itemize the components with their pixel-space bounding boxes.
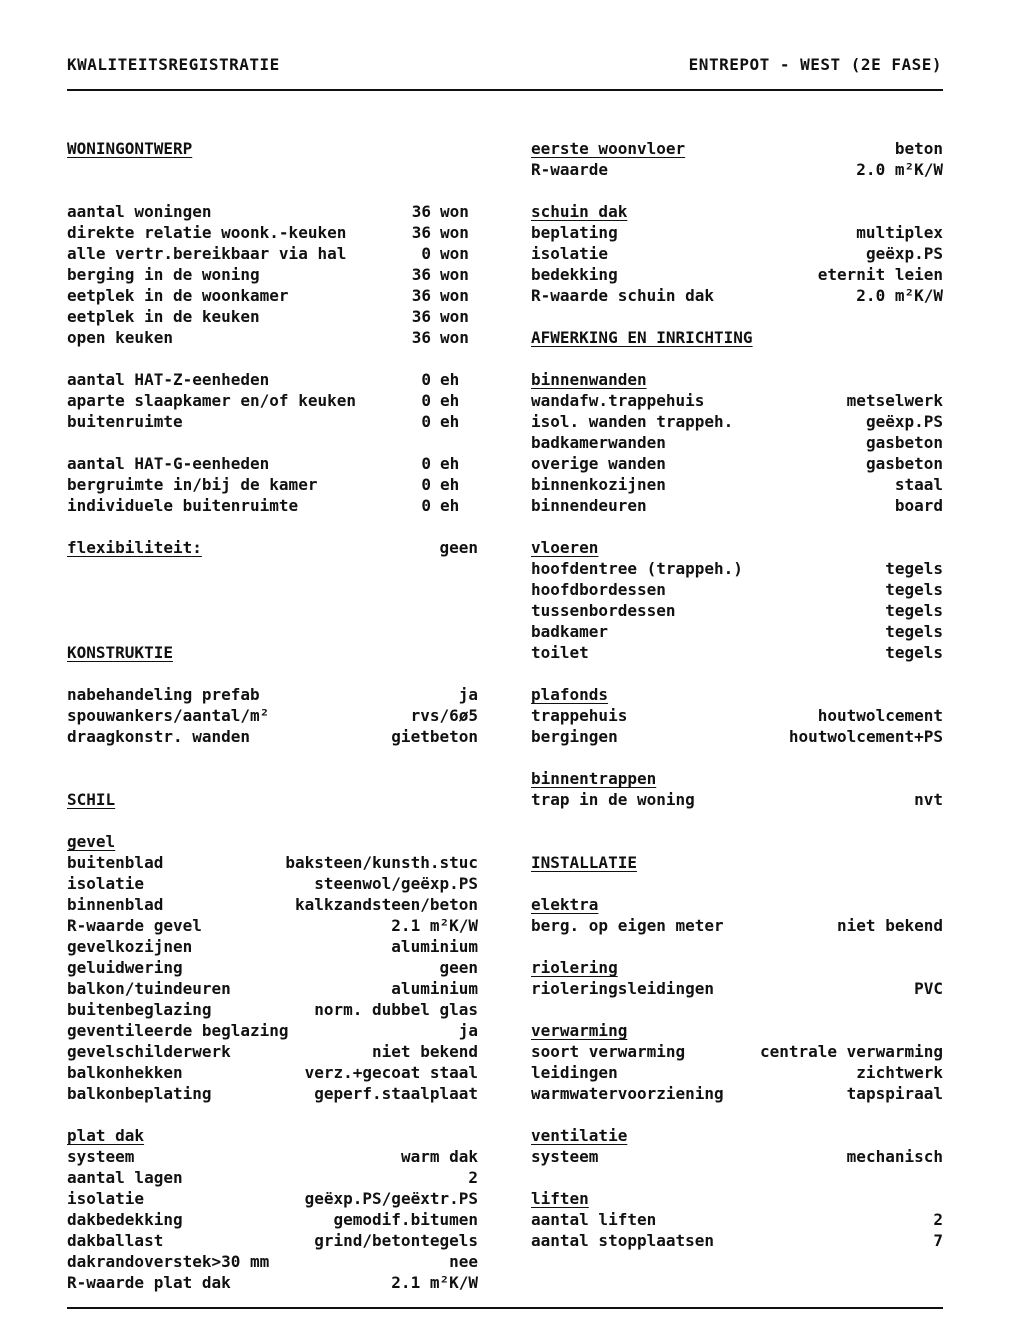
- row-value: ja: [458, 1021, 478, 1040]
- row-value: rvs/6ø5: [410, 706, 478, 725]
- row-label: aantal woningen: [67, 202, 212, 221]
- row-label: binnenkozijnen: [531, 475, 666, 494]
- row-count: 0: [421, 244, 431, 263]
- table-row: [531, 390, 943, 411]
- row-count: 0: [421, 391, 431, 410]
- binnenwanden-list: [531, 390, 943, 516]
- table-row: [531, 915, 943, 936]
- table-row: [67, 369, 478, 390]
- row-value: [409, 222, 478, 243]
- subsection-title-vloeren: vloeren: [531, 538, 599, 557]
- row-label: soort verwarming: [531, 1042, 686, 1061]
- row-unit: eh: [440, 412, 460, 431]
- row-value: 2: [468, 1168, 478, 1187]
- row-value: multiplex: [856, 223, 943, 242]
- row-unit: eh: [440, 496, 460, 515]
- row-value: gemodif.bitumen: [333, 1210, 478, 1229]
- row-unit: won: [440, 286, 469, 305]
- row-value: houtwolcement+PS: [788, 727, 943, 746]
- row-count: 0: [421, 370, 431, 389]
- table-row: [531, 642, 943, 663]
- row-label: aantal HAT-Z-eenheden: [67, 370, 270, 389]
- table-row: [531, 264, 943, 285]
- table-row: [67, 999, 478, 1020]
- table-row: [67, 306, 478, 327]
- row-unit: eh: [440, 475, 460, 494]
- subsection-title-binnenwanden: binnenwanden: [531, 370, 647, 389]
- table-row: [67, 264, 478, 285]
- liften-list: [531, 1209, 943, 1251]
- row-value: 7: [933, 1231, 943, 1250]
- table-row: [67, 1167, 478, 1188]
- header-title-right: ENTREPOT - WEST (2E FASE): [688, 55, 942, 74]
- row-count: 36: [411, 328, 431, 347]
- table-row: [67, 453, 478, 474]
- row-value: tegels: [885, 580, 943, 599]
- row-value: geëxp.PS: [865, 412, 943, 431]
- subsection-title-plafonds: plafonds: [531, 685, 609, 704]
- row-label: R-waarde: [531, 160, 609, 179]
- row-count: 0: [421, 454, 431, 473]
- row-count: 0: [421, 412, 431, 431]
- row-label: dakballast: [67, 1231, 164, 1250]
- row-value: houtwolcement: [817, 706, 943, 725]
- row-value: tegels: [885, 643, 943, 662]
- table-row: [531, 495, 943, 516]
- row-value: niet bekend: [372, 1042, 478, 1061]
- row-value: [409, 306, 478, 327]
- row-value: [409, 390, 478, 411]
- row-label: nabehandeling prefab: [67, 685, 260, 704]
- row-value: [409, 264, 478, 285]
- plafonds-list: [531, 705, 943, 747]
- row-label: isol. wanden trappeh.: [531, 412, 734, 431]
- row-value: [409, 411, 478, 432]
- table-row: [67, 1146, 478, 1167]
- subsection-title-verwarming: verwarming: [531, 1021, 628, 1040]
- table-row: [67, 495, 478, 516]
- row-value: [409, 327, 478, 348]
- row-value: metselwerk: [846, 391, 943, 410]
- row-value: nvt: [914, 790, 943, 809]
- row-label: buitenruimte: [67, 412, 183, 431]
- table-row: [67, 285, 478, 306]
- eerste-woonvloer-list: [531, 159, 943, 180]
- gevel-list: [67, 852, 478, 1104]
- row-value: staal: [894, 475, 943, 494]
- riolering-list: [531, 978, 943, 999]
- row-count: 36: [411, 286, 431, 305]
- table-row: [531, 159, 943, 180]
- table-row: [531, 432, 943, 453]
- row-value: niet bekend: [837, 916, 943, 935]
- row-value: gietbeton: [391, 727, 478, 746]
- row-count: 36: [411, 265, 431, 284]
- row-value: board: [894, 496, 943, 515]
- row-value: norm. dubbel glas: [314, 1000, 478, 1019]
- section-title-woningontwerp: WONINGONTWERP: [67, 139, 193, 158]
- row-label: bedekking: [531, 265, 618, 284]
- table-row: [67, 1020, 478, 1041]
- table-row: [531, 558, 943, 579]
- row-label: systeem: [67, 1147, 135, 1166]
- row-unit: won: [440, 328, 469, 347]
- row-label: rioleringsleidingen: [531, 979, 715, 998]
- row-label: eetplek in de keuken: [67, 307, 260, 326]
- row-value: [409, 243, 478, 264]
- row-label: direkte relatie woonk.-keuken: [67, 223, 347, 242]
- row-value: tegels: [885, 601, 943, 620]
- row-label: spouwankers/aantal/m²: [67, 706, 270, 725]
- table-row: [67, 1041, 478, 1062]
- elektra-list: [531, 915, 943, 936]
- row-label: hoofdentree (trappeh.): [531, 559, 743, 578]
- table-row: [531, 600, 943, 621]
- row-value: nee: [449, 1252, 478, 1271]
- row-label: alle vertr.bereikbaar via hal: [67, 244, 347, 263]
- flexibiliteit-row: [67, 537, 478, 558]
- row-label: aantal lagen: [67, 1168, 183, 1187]
- table-row: [67, 957, 478, 978]
- top-divider: [67, 89, 943, 91]
- row-label: R-waarde plat dak: [67, 1273, 231, 1292]
- subsection-title-binnentrappen: binnentrappen: [531, 769, 657, 788]
- table-row: [531, 1041, 943, 1062]
- row-label: hoofdbordessen: [531, 580, 666, 599]
- row-label: aparte slaapkamer en/of keuken: [67, 391, 356, 410]
- row-value: geen: [439, 958, 478, 977]
- table-row: [67, 915, 478, 936]
- section-title-schil: SCHIL: [67, 790, 116, 809]
- row-unit: eh: [440, 391, 460, 410]
- row-label: dakbedekking: [67, 1210, 183, 1229]
- row-label: leidingen: [531, 1063, 618, 1082]
- row-label: binnendeuren: [531, 496, 647, 515]
- table-row: [531, 453, 943, 474]
- table-row: [67, 243, 478, 264]
- row-unit: won: [440, 265, 469, 284]
- row-value: eternit leien: [817, 265, 943, 284]
- eerste-woonvloer-value: beton: [894, 139, 943, 158]
- table-row: [67, 936, 478, 957]
- row-label: toilet: [531, 643, 589, 662]
- table-row: [67, 411, 478, 432]
- binnentrappen-list: [531, 789, 943, 810]
- vloeren-list: [531, 558, 943, 663]
- row-value: [409, 201, 478, 222]
- row-label: warmwatervoorziening: [531, 1084, 724, 1103]
- hat-z-list: [67, 369, 478, 432]
- row-value: 2.1 m²K/W: [391, 1273, 478, 1292]
- row-value: geperf.staalplaat: [314, 1084, 478, 1103]
- row-label: dakrandoverstek>30 mm: [67, 1252, 270, 1271]
- table-row: [531, 1083, 943, 1104]
- table-row: [531, 243, 943, 264]
- row-label: badkamer: [531, 622, 609, 641]
- row-count: 36: [411, 223, 431, 242]
- row-value: [409, 495, 478, 516]
- row-label: bergruimte in/bij de kamer: [67, 475, 318, 494]
- row-label: isolatie: [531, 244, 609, 263]
- row-value: 2.1 m²K/W: [391, 916, 478, 935]
- row-label: badkamerwanden: [531, 433, 666, 452]
- row-value: zichtwerk: [856, 1063, 943, 1082]
- row-label: aantal stopplaatsen: [531, 1231, 715, 1250]
- row-unit: eh: [440, 370, 460, 389]
- row-count: 0: [421, 475, 431, 494]
- table-row: [67, 1230, 478, 1251]
- left-column: [67, 138, 478, 1293]
- row-value: tapspiraal: [846, 1084, 943, 1103]
- row-value: 2.0 m²K/W: [856, 286, 943, 305]
- table-row: [67, 1209, 478, 1230]
- row-value: tegels: [885, 559, 943, 578]
- hat-g-list: [67, 453, 478, 516]
- row-value: [409, 285, 478, 306]
- table-row: [531, 621, 943, 642]
- subsection-title-liften: liften: [531, 1189, 589, 1208]
- row-label: berging in de woning: [67, 265, 260, 284]
- row-label: R-waarde schuin dak: [531, 286, 715, 305]
- row-value: geëxp.PS/geëxtr.PS: [304, 1189, 478, 1208]
- row-value: steenwol/geëxp.PS: [314, 874, 478, 893]
- row-label: open keuken: [67, 328, 173, 347]
- row-label: isolatie: [67, 874, 145, 893]
- row-label: tussenbordessen: [531, 601, 676, 620]
- table-row: [67, 201, 478, 222]
- row-value: kalkzandsteen/beton: [294, 895, 478, 914]
- row-value: grind/betontegels: [314, 1231, 478, 1250]
- table-row: [531, 705, 943, 726]
- row-count: 36: [411, 307, 431, 326]
- row-label: buitenblad: [67, 853, 164, 872]
- section-title-konstruktie: KONSTRUKTIE: [67, 643, 173, 662]
- table-row: [67, 705, 478, 726]
- table-row: [67, 873, 478, 894]
- row-label: overige wanden: [531, 454, 666, 473]
- row-label: binnenblad: [67, 895, 164, 914]
- table-row: [531, 726, 943, 747]
- table-row: [67, 1062, 478, 1083]
- row-value: ja: [458, 685, 478, 704]
- table-row: [531, 789, 943, 810]
- row-value: 2: [933, 1210, 943, 1229]
- table-row: [531, 1230, 943, 1251]
- table-row: [67, 222, 478, 243]
- row-label: balkon/tuindeuren: [67, 979, 231, 998]
- woningontwerp-list: [67, 201, 478, 348]
- table-row: [67, 1251, 478, 1272]
- row-value: warm dak: [400, 1147, 478, 1166]
- subsection-title-schuin-dak: schuin dak: [531, 202, 628, 221]
- row-value: [409, 369, 478, 390]
- row-count: 0: [421, 496, 431, 515]
- row-value: gasbeton: [865, 454, 943, 473]
- eerste-woonvloer-row: [531, 138, 943, 159]
- table-row: [67, 1272, 478, 1293]
- row-value: tegels: [885, 622, 943, 641]
- row-count: 36: [411, 202, 431, 221]
- subsection-title-gevel: gevel: [67, 832, 116, 851]
- table-row: [531, 222, 943, 243]
- verwarming-list: [531, 1041, 943, 1104]
- konstruktie-list: [67, 684, 478, 747]
- subsection-title-elektra: elektra: [531, 895, 599, 914]
- table-row: [531, 579, 943, 600]
- row-label: beplating: [531, 223, 618, 242]
- row-unit: won: [440, 244, 469, 263]
- row-label: eetplek in de woonkamer: [67, 286, 289, 305]
- row-label: geluidwering: [67, 958, 183, 977]
- row-value: geëxp.PS: [865, 244, 943, 263]
- row-label: trappehuis: [531, 706, 628, 725]
- schuin-dak-list: [531, 222, 943, 306]
- row-value: 2.0 m²K/W: [856, 160, 943, 179]
- row-label: aantal liften: [531, 1210, 657, 1229]
- row-value: gasbeton: [865, 433, 943, 452]
- subsection-title-eerste-woonvloer: eerste woonvloer: [531, 139, 686, 158]
- row-label: bergingen: [531, 727, 618, 746]
- table-row: [67, 390, 478, 411]
- row-label: buitenbeglazing: [67, 1000, 212, 1019]
- flexibiliteit-label: flexibiliteit:: [67, 538, 202, 557]
- flexibiliteit-value: geen: [439, 538, 478, 557]
- table-row: [531, 411, 943, 432]
- row-label: balkonhekken: [67, 1063, 183, 1082]
- header-title-left: KWALITEITSREGISTRATIE: [67, 55, 280, 74]
- plat-dak-list: [67, 1146, 478, 1293]
- row-value: mechanisch: [846, 1147, 943, 1166]
- row-value: aluminium: [391, 937, 478, 956]
- table-row: [531, 474, 943, 495]
- table-row: [67, 894, 478, 915]
- row-label: individuele buitenruimte: [67, 496, 299, 515]
- subsection-title-riolering: riolering: [531, 958, 618, 977]
- table-row: [67, 474, 478, 495]
- row-label: systeem: [531, 1147, 599, 1166]
- row-value: centrale verwarming: [759, 1042, 943, 1061]
- row-label: balkonbeplating: [67, 1084, 212, 1103]
- bottom-divider: [67, 1307, 943, 1309]
- section-title-installatie: INSTALLATIE: [531, 853, 637, 872]
- row-label: berg. op eigen meter: [531, 916, 724, 935]
- row-label: draagkonstr. wanden: [67, 727, 251, 746]
- row-label: gevelkozijnen: [67, 937, 193, 956]
- row-unit: won: [440, 307, 469, 326]
- table-row: [67, 327, 478, 348]
- row-unit: won: [440, 223, 469, 242]
- row-unit: won: [440, 202, 469, 221]
- table-row: [67, 978, 478, 999]
- table-row: [531, 1209, 943, 1230]
- row-value: verz.+gecoat staal: [304, 1063, 478, 1082]
- table-row: [531, 1062, 943, 1083]
- row-label: gevelschilderwerk: [67, 1042, 231, 1061]
- table-row: [67, 852, 478, 873]
- table-row: [531, 285, 943, 306]
- row-label: isolatie: [67, 1189, 145, 1208]
- section-title-afwerking: AFWERKING EN INRICHTING: [531, 328, 753, 347]
- subsection-title-plat-dak: plat dak: [67, 1126, 145, 1145]
- row-value: [409, 474, 478, 495]
- row-label: geventileerde beglazing: [67, 1021, 289, 1040]
- row-label: aantal HAT-G-eenheden: [67, 454, 270, 473]
- ventilatie-list: [531, 1146, 943, 1167]
- table-row: [67, 726, 478, 747]
- row-value: aluminium: [391, 979, 478, 998]
- table-row: [67, 1188, 478, 1209]
- table-row: [67, 684, 478, 705]
- row-label: wandafw.trappehuis: [531, 391, 705, 410]
- row-label: R-waarde gevel: [67, 916, 202, 935]
- row-label: trap in de woning: [531, 790, 695, 809]
- row-value: [409, 453, 478, 474]
- row-value: PVC: [914, 979, 943, 998]
- table-row: [67, 1083, 478, 1104]
- row-unit: eh: [440, 454, 460, 473]
- table-row: [531, 978, 943, 999]
- subsection-title-ventilatie: ventilatie: [531, 1126, 628, 1145]
- table-row: [531, 1146, 943, 1167]
- row-value: baksteen/kunsth.stuc: [285, 853, 478, 872]
- right-column: [531, 138, 943, 1251]
